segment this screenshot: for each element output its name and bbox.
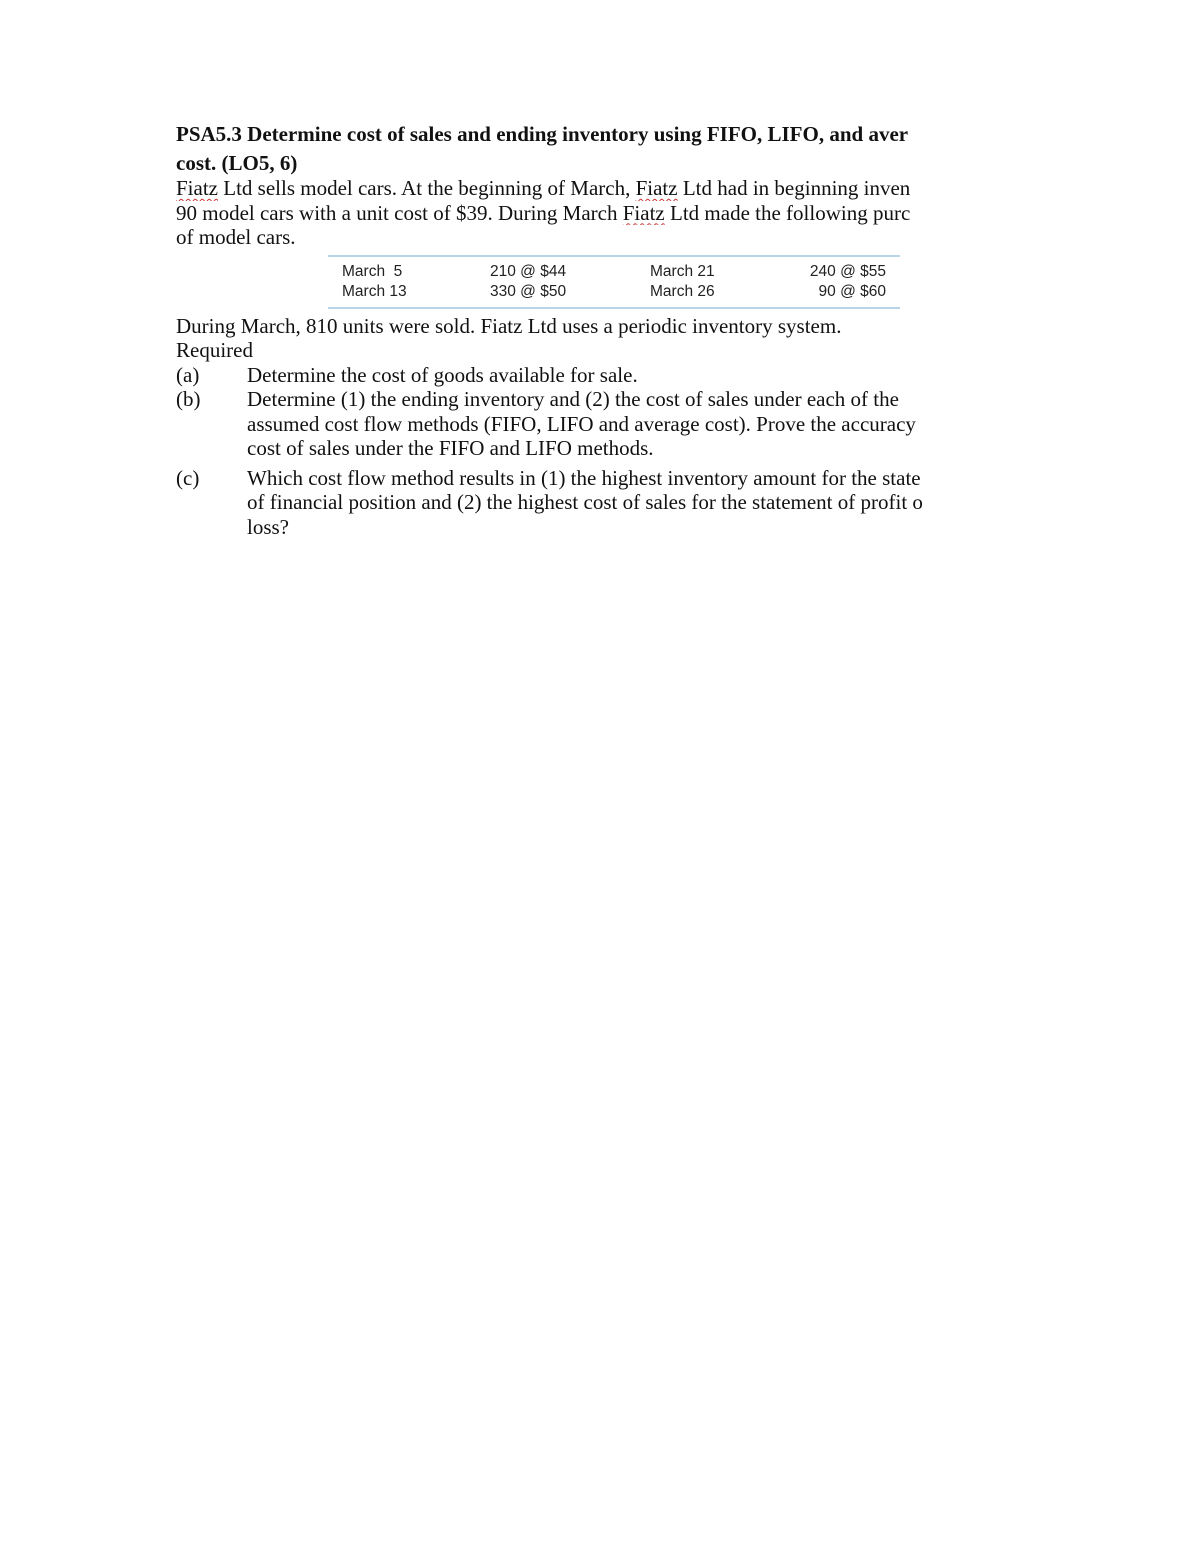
purchase-row bbox=[328, 282, 900, 302]
problem-document bbox=[176, 118, 994, 539]
purchase-date: March 21 bbox=[650, 262, 715, 280]
required-heading: Required bbox=[176, 338, 253, 362]
intro-line-2 bbox=[176, 201, 994, 226]
requirement-line: Determine (1) the ending inventory and (2) the cost of sales under each of the bbox=[247, 387, 899, 411]
company-name: Fiatz bbox=[622, 200, 665, 225]
intro-line-1 bbox=[176, 176, 994, 201]
requirement-line: cost of sales under the FIFO and LIFO methods. bbox=[247, 436, 654, 460]
sales-statement: During March, 810 units were sold. Fiatz Ltd uses a periodic inventory system. bbox=[176, 313, 842, 338]
company-name: Fiatz bbox=[176, 176, 218, 200]
purchase-date: March 5 bbox=[342, 262, 403, 280]
requirement-text bbox=[247, 466, 994, 540]
problem-title-line-1: PSA5.3 Determine cost of sales and ending inventory using FIFO, LIFO, and aver bbox=[176, 122, 909, 146]
requirement-label: (a) bbox=[176, 362, 200, 387]
purchase-quantity-cost: 330 @ $50 bbox=[490, 282, 567, 300]
purchase-date: March 26 bbox=[650, 282, 715, 300]
requirement-item-b bbox=[176, 387, 994, 461]
requirement-line: of financial position and (2) the highest cost of sales for the statement of profit o bbox=[247, 490, 923, 514]
requirement-line: Which cost flow method results in (1) the highest inventory amount for the state bbox=[247, 465, 921, 490]
requirement-text bbox=[247, 363, 994, 388]
intro-text: Ltd made the following purc bbox=[664, 200, 911, 225]
intro-text: 90 model cars with a unit cost of $39. During March bbox=[176, 200, 623, 225]
requirement-text bbox=[247, 387, 994, 461]
requirement-line: Determine the cost of goods available for sale. bbox=[247, 362, 638, 387]
purchase-quantity-cost: 240 @ $55 bbox=[809, 262, 886, 280]
requirement-label: (c) bbox=[176, 465, 200, 490]
purchase-row bbox=[328, 262, 900, 282]
purchases-table bbox=[328, 255, 900, 309]
company-name: Fiatz bbox=[635, 176, 678, 200]
requirement-label: (b) bbox=[176, 387, 201, 411]
purchase-date: March 13 bbox=[342, 282, 407, 300]
intro-text: Ltd had in beginning inven bbox=[677, 176, 911, 200]
intro-text: Ltd sells model cars. At the beginning of March, bbox=[218, 176, 636, 200]
requirement-line: loss? bbox=[247, 514, 289, 539]
purchase-quantity-cost: 90 @ $60 bbox=[818, 282, 886, 300]
requirement-item-c bbox=[176, 466, 994, 540]
problem-title-line-2: cost. (LO5, 6) bbox=[176, 151, 298, 175]
requirement-item-a bbox=[176, 363, 994, 388]
requirement-line: assumed cost flow methods (FIFO, LIFO and average cost). Prove the accuracy bbox=[247, 411, 916, 436]
intro-line-3: of model cars. bbox=[176, 225, 296, 249]
purchase-quantity-cost: 210 @ $44 bbox=[490, 262, 567, 280]
